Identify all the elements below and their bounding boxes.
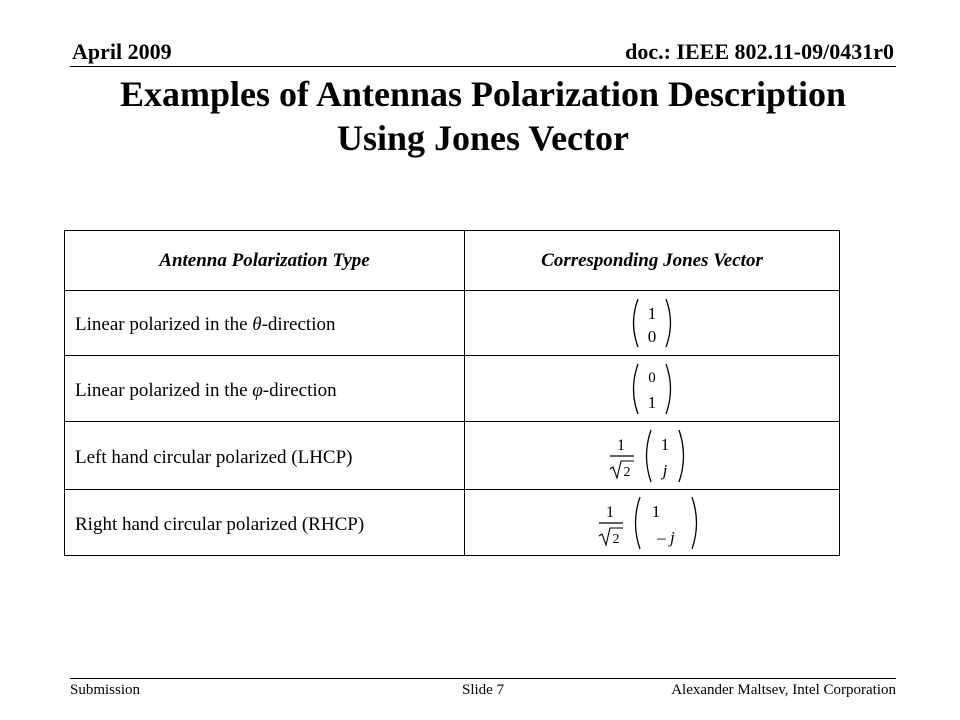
row-text-suffix: -direction (262, 379, 337, 401)
header-divider (70, 66, 896, 67)
scalar-numerator: 1 (617, 436, 625, 454)
footer-divider (70, 678, 896, 679)
row-text-prefix: Linear polarized in the (75, 379, 253, 401)
right-paren (666, 364, 671, 414)
vector-top: 1 (660, 434, 670, 454)
left-paren (634, 364, 639, 414)
scalar-numerator: 1 (606, 503, 614, 521)
left-paren (636, 497, 641, 549)
right-paren (679, 430, 684, 482)
col-header-vector: Corresponding Jones Vector (465, 231, 840, 291)
table-row (65, 490, 840, 556)
row-text-prefix: Linear polarized in the (75, 314, 253, 335)
vector-bottom: – j (657, 527, 675, 547)
footer-author: Alexander Maltsev, Intel Corporation (671, 682, 896, 698)
footer-submission: Submission (70, 682, 141, 698)
table-header-row (65, 231, 840, 291)
jones-vector (626, 295, 678, 351)
jones-vector-cell (465, 291, 840, 356)
col-header-type: Antenna Polarization Type (65, 231, 465, 291)
header-doc-id: doc.: IEEE 802.11-09/0431r0 (625, 39, 894, 64)
jones-vector-cell (465, 356, 840, 422)
polarization-type-cell (65, 291, 465, 356)
scalar-radicand: 2 (612, 531, 620, 547)
vector-top: 0 (648, 369, 656, 386)
table-row (65, 422, 840, 490)
polarization-table (64, 230, 840, 556)
left-paren (634, 299, 639, 347)
left-paren (647, 430, 652, 482)
scalar-radicand: 2 (623, 464, 631, 480)
phi-symbol: φ (252, 379, 263, 401)
vector-top: 1 (651, 501, 661, 521)
vector-bottom: j (662, 460, 668, 480)
jones-vector (626, 360, 678, 418)
vector-top: 1 (647, 304, 657, 323)
jones-vector-cell (465, 490, 840, 556)
theta-symbol: θ (252, 314, 262, 335)
vector-bottom: 0 (647, 327, 657, 346)
slide-title (70, 72, 896, 160)
right-paren (692, 497, 697, 549)
jones-vector (596, 493, 708, 553)
polarization-type-cell: Right hand circular polarized (RHCP) (65, 490, 465, 556)
polarization-type-cell (65, 356, 465, 422)
header-date: April 2009 (72, 39, 172, 64)
polarization-type-cell: Left hand circular polarized (LHCP) (65, 422, 465, 490)
table-row (65, 356, 840, 422)
table-row (65, 291, 840, 356)
title-line-1: Examples of Antennas Polarization Description (120, 74, 846, 114)
jones-vector (607, 426, 697, 486)
row-text-suffix: -direction (261, 314, 336, 335)
right-paren (666, 299, 671, 347)
footer-slide-number: Slide 7 (462, 682, 505, 698)
vector-bottom: 1 (647, 392, 657, 412)
title-line-2: Using Jones Vector (336, 118, 629, 158)
jones-vector-cell (465, 422, 840, 490)
